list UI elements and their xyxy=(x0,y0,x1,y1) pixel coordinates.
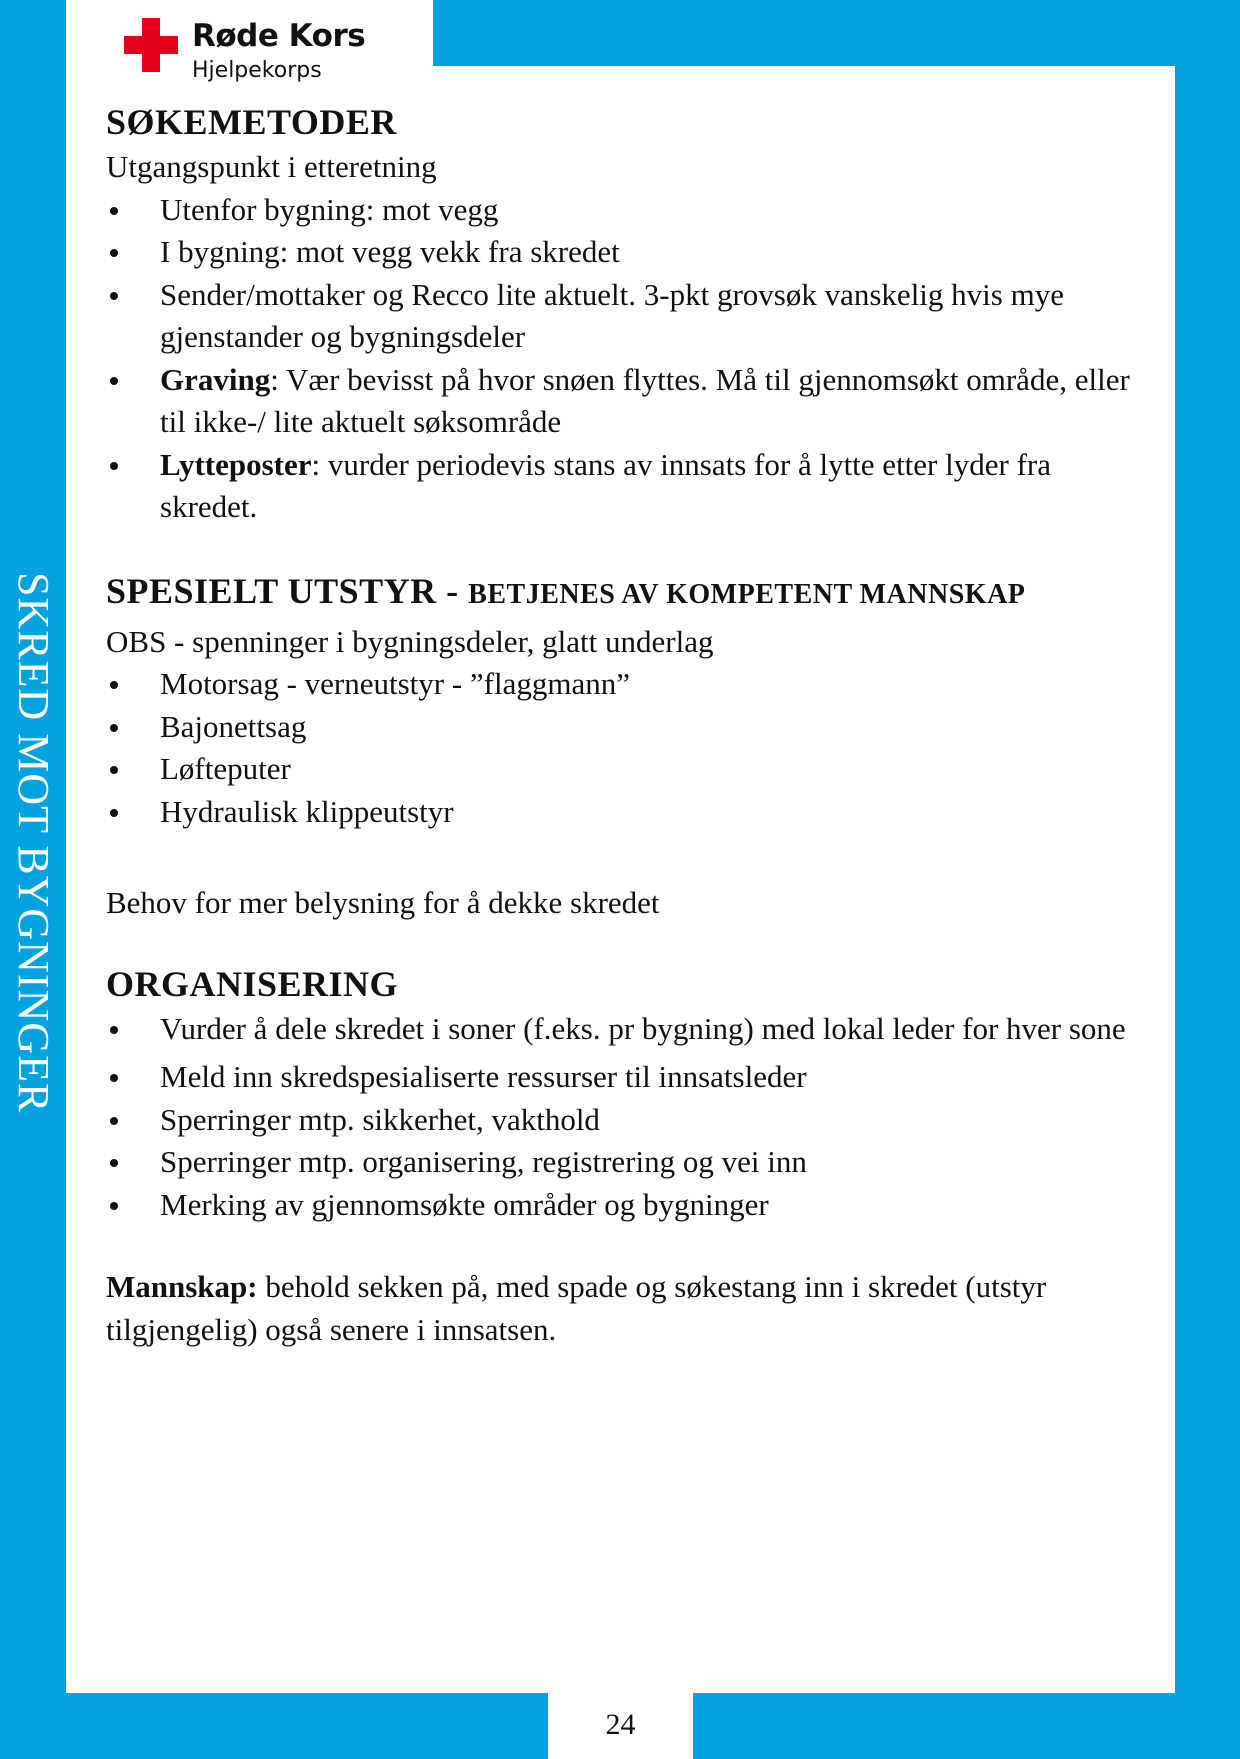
page-number: 24 xyxy=(605,1708,636,1741)
list-item: Vurder å dele skredet i soner (f.eks. pr bygning) med lokal leder for hver sone xyxy=(106,1008,1146,1051)
frame-top xyxy=(433,0,1240,66)
list-item: Sperringer mtp. sikkerhet, vakthold xyxy=(106,1099,1146,1142)
list-item: Hydraulisk klippeutstyr xyxy=(106,791,1146,834)
list-item: Graving: Vær bevisst på hvor snøen flyttes. Må til gjennomsøkt område, eller til ikke-/ lite aktuelt søksområde xyxy=(106,359,1146,444)
list-item: Lytteposter: vurder periodevis stans av innsats for å lytte etter lyder fra skredet. xyxy=(106,444,1146,529)
red-cross-icon xyxy=(124,18,178,72)
list-item: Merking av gjennomsøkte områder og bygninger xyxy=(106,1184,1146,1227)
mannskap-note: Mannskap: behold sekken på, med spade og søkestang inn i skredet (utstyr tilgjengelig) også senere i innsatsen. xyxy=(106,1269,1047,1347)
list-item: Sender/mottaker og Recco lite aktuelt. 3-pkt grovsøk vanskelig hvis mye gjenstander og bygningsdeler xyxy=(106,274,1146,359)
mannskap-label: Mannskap: xyxy=(106,1269,258,1304)
section-heading: SPESIELT UTSTYR - BETJENES AV KOMPETENT MANNSKAP xyxy=(106,570,1026,611)
bullet-list xyxy=(106,663,1146,833)
section-utstyr xyxy=(106,567,1146,925)
side-title xyxy=(5,572,61,1192)
list-item-label: Graving xyxy=(160,361,271,397)
section-intro: Utgangspunkt i etteretning xyxy=(106,149,437,184)
frame-bottom-right xyxy=(693,1693,1240,1759)
list-item: Sperringer mtp. organisering, registrering og vei inn xyxy=(106,1141,1146,1184)
list-item: Meld inn skredspesialiserte ressurser til innsatsleder xyxy=(106,1056,1146,1099)
side-title-text: SKRED MOT BYGNINGER xyxy=(9,572,58,1114)
logo-name: Røde Kors xyxy=(192,18,366,54)
section-organisering xyxy=(106,960,1146,1227)
list-item: Bajonettsag xyxy=(106,706,1146,749)
section-heading: ORGANISERING xyxy=(106,963,399,1004)
section-subheading: BETJENES AV KOMPETENT MANNSKAP xyxy=(468,578,1026,610)
bullet-list xyxy=(106,1008,1146,1227)
frame-bottom-left xyxy=(0,1693,548,1759)
section-sokemetoder xyxy=(106,98,1146,529)
list-item: Motorsag - verneutstyr - ”flaggmann” xyxy=(106,663,1146,706)
section-intro: OBS - spenninger i bygningsdeler, glatt underlag xyxy=(106,623,714,659)
section-note: Behov for mer belysning for å dekke skredet xyxy=(106,885,660,920)
list-item: I bygning: mot vegg vekk fra skredet xyxy=(106,231,1146,274)
list-item: Løfteputer xyxy=(106,748,1146,791)
list-item: Utenfor bygning: mot vegg xyxy=(106,189,1146,232)
list-item-label: Lytteposter xyxy=(160,446,312,482)
bullet-list xyxy=(106,189,1146,529)
page-content xyxy=(106,98,1146,1351)
frame-right xyxy=(1175,0,1240,1759)
logo-subtitle: Hjelpekorps xyxy=(192,58,322,83)
section-heading: SØKEMETODER xyxy=(106,102,397,142)
logo xyxy=(124,18,364,90)
